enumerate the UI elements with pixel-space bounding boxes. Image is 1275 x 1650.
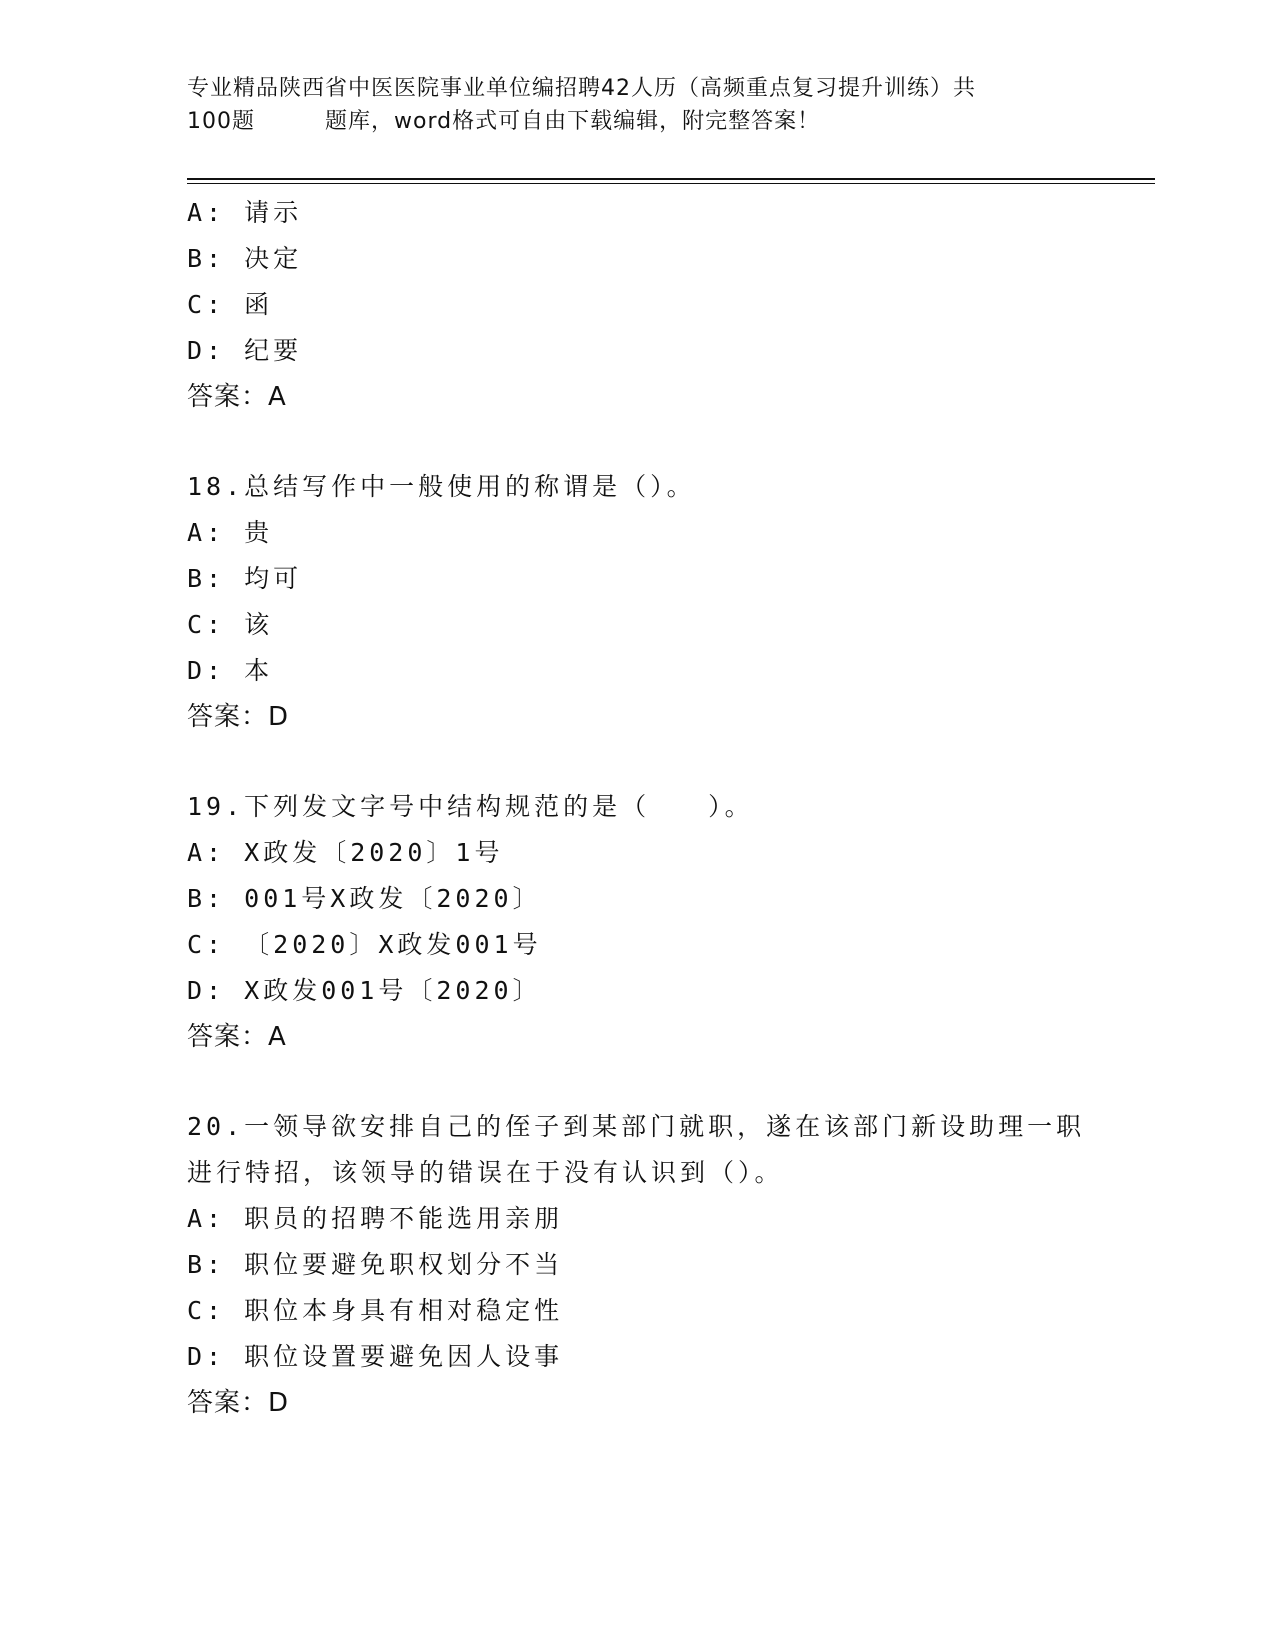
question-title: 19.下列发文字号中结构规范的是（ ）。 <box>187 792 754 821</box>
question-title: 18.总结写作中一般使用的称谓是（）。 <box>187 472 696 501</box>
option-c: C: 〔2020〕X政发001号 <box>187 930 542 959</box>
option-b: B: 职位要避免职权划分不当 <box>187 1250 564 1279</box>
question-list <box>187 190 1087 1426</box>
answer-line: 答案：A <box>187 382 287 412</box>
option-d: D: X政发001号〔2020〕 <box>187 976 542 1005</box>
option-a: A: 职员的招聘不能选用亲朋 <box>187 1204 564 1233</box>
question-17 <box>187 190 1087 420</box>
header-title-line-2 <box>187 105 1087 138</box>
option-b: B: 决定 <box>187 244 303 273</box>
option-c: C: 职位本身具有相对稳定性 <box>187 1296 564 1325</box>
answer-line: 答案：D <box>187 1388 290 1418</box>
option-b: B: 001号X政发〔2020〕 <box>187 884 542 913</box>
answer-line: 答案：A <box>187 1022 287 1052</box>
question-title-line-2: 进行特招，该领导的错误在于没有认识到（）。 <box>187 1158 784 1187</box>
header-divider-thick <box>187 178 1155 180</box>
question-19 <box>187 784 1087 1060</box>
option-d: D: 本 <box>187 656 274 685</box>
document-header <box>187 72 1087 138</box>
option-b: B: 均可 <box>187 564 303 593</box>
option-a: A: X政发〔2020〕1号 <box>187 838 504 867</box>
option-a: A: 贵 <box>187 518 274 547</box>
header-divider-thin <box>187 183 1155 184</box>
header-description: 题库，word格式可自由下载编辑，附完整答案！ <box>325 109 821 134</box>
header-title-line-1: 专业精品陕西省中医医院事业单位编招聘42人历（高频重点复习提升训练）共 <box>187 76 976 101</box>
option-d: D: 职位设置要避免因人设事 <box>187 1342 564 1371</box>
option-a: A: 请示 <box>187 198 303 227</box>
question-title-line-1: 20.一领导欲安排自己的侄子到某部门就职，遂在该部门新设助理一职 <box>187 1112 1086 1141</box>
answer-line: 答案：D <box>187 702 290 732</box>
question-20 <box>187 1104 1087 1426</box>
option-d: D: 纪要 <box>187 336 303 365</box>
header-question-count: 100题 <box>187 109 255 134</box>
option-c: C: 函 <box>187 290 274 319</box>
question-18 <box>187 464 1087 740</box>
option-c: C: 该 <box>187 610 274 639</box>
